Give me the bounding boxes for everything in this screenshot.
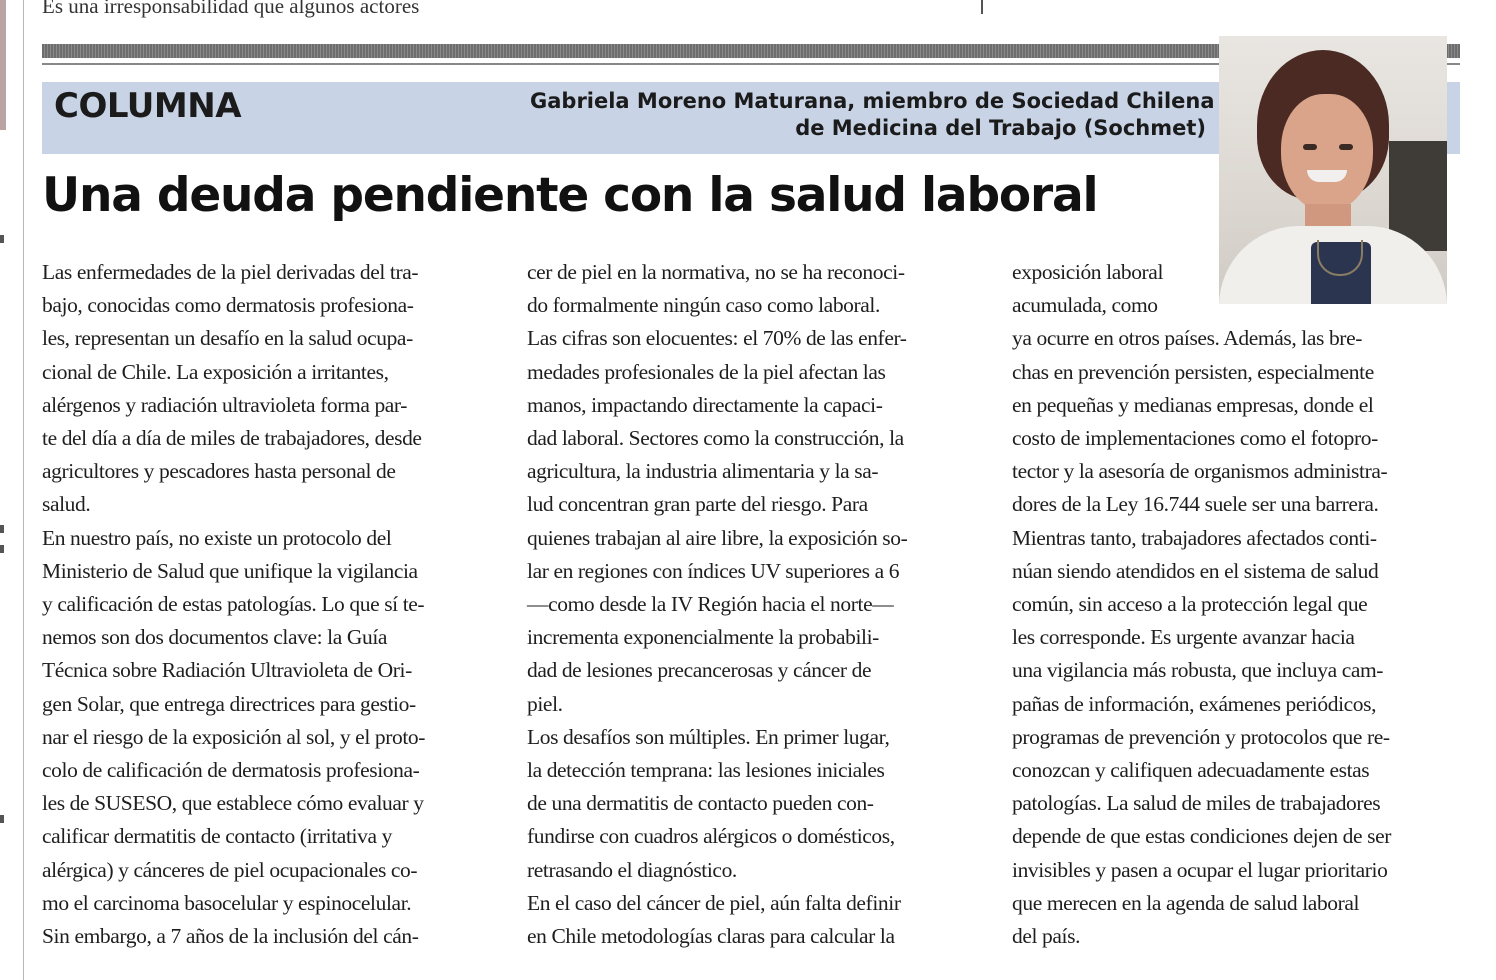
article-text-line: gen Solar, que entrega directrices para gestio- xyxy=(42,691,416,716)
article-text-line: dad de lesiones precancerosas y cáncer de xyxy=(527,658,872,683)
article-text-line: salud. xyxy=(42,492,91,517)
article-text-line: ya ocurre en otros países. Además, las bre- xyxy=(1012,326,1362,351)
article-column-1 xyxy=(42,256,490,953)
article-text-line: dores de la Ley 16.744 suele ser una barrera. xyxy=(1012,492,1379,517)
article-text-line: Ministerio de Salud que unifique la vigilancia xyxy=(42,558,418,583)
article-text-line: En nuestro país, no existe un protocolo del xyxy=(42,525,392,550)
article-text-line: les, representan un desafío en la salud ocupa- xyxy=(42,326,413,351)
article-text-line: alérgenos y radiación ultravioleta forma par- xyxy=(42,392,408,417)
column-divider-rule xyxy=(23,0,24,980)
article-text-line: calificar dermatitis de contacto (irritativa y xyxy=(42,824,392,849)
photo-face xyxy=(1281,94,1373,212)
article-text-line: quienes trabajan al aire libre, la exposición so- xyxy=(527,525,908,550)
article-text-line: lud concentran gran parte del riesgo. Para xyxy=(527,492,868,517)
section-label: COLUMNA xyxy=(54,86,242,126)
article-text-line: agricultores y pescadores hasta personal de xyxy=(42,459,396,484)
article-text-line: exposición laboral xyxy=(1012,260,1164,284)
byline-line-1: Gabriela Moreno Maturana, miembro de Sociedad Chilena xyxy=(530,89,1215,113)
article-text-line: —como desde la IV Región hacia el norte— xyxy=(527,592,894,617)
article-text-line: depende de que estas condiciones dejen de ser xyxy=(1012,824,1391,849)
article-text-line: acumulada, como xyxy=(1012,293,1158,318)
article-text-line: de una dermatitis de contacto pueden con- xyxy=(527,791,874,816)
article-text-line: la detección temprana: las lesiones iniciales xyxy=(527,758,885,783)
article-column-3 xyxy=(1012,256,1460,953)
article-text-line: agricultura, la industria alimentaria y la sa- xyxy=(527,459,879,484)
article-text-line: lar en regiones con índices UV superiores a 6 xyxy=(527,558,900,583)
adjacent-page-edge xyxy=(0,0,6,130)
article-headline: Una deuda pendiente con la salud laboral xyxy=(42,168,1098,223)
byline-line-2: de Medicina del Trabajo (Sochmet) xyxy=(795,116,1206,140)
article-text-line: del país. xyxy=(1012,924,1081,949)
article-text-line: mo el carcinoma basocelular y espinocelular. xyxy=(42,890,412,915)
article-text-line: una vigilancia más robusta, que incluya cam- xyxy=(1012,658,1384,683)
article-text-line: cional de Chile. La exposición a irritantes, xyxy=(42,359,389,384)
article-text-line: colo de calificación de dermatosis profesiona- xyxy=(42,758,420,783)
article-text-line: incrementa exponencialmente la probabili- xyxy=(527,625,879,650)
article-text-line: manos, impactando directamente la capaci- xyxy=(527,392,883,417)
article-column-2 xyxy=(527,256,975,953)
article-text-line: en pequeñas y medianas empresas, donde el xyxy=(1012,392,1374,417)
article-text-line: Los desafíos son múltiples. En primer lugar, xyxy=(527,724,890,749)
article-text-line: programas de prevención y protocolos que re- xyxy=(1012,724,1390,749)
photo-eye-left xyxy=(1303,144,1317,150)
article-text-line: les corresponde. Es urgente avanzar hacia xyxy=(1012,625,1355,650)
author-byline xyxy=(530,88,1215,142)
article-text-line: medades profesionales de la piel afectan las xyxy=(527,359,886,384)
article-text-line: En el caso del cáncer de piel, aún falta definir xyxy=(527,890,901,915)
article-text-line: dad laboral. Sectores como la construcción, la xyxy=(527,426,904,451)
article-text-line: conozcan y califiquen adecuadamente estas xyxy=(1012,758,1370,783)
photo-smile xyxy=(1307,170,1347,182)
article-text-line: Las enfermedades de la piel derivadas del tra- xyxy=(42,260,419,284)
article-text-line: Mientras tanto, trabajadores afectados conti- xyxy=(1012,525,1377,550)
article-text-line: nemos son dos documentos clave: la Guía xyxy=(42,625,388,650)
article-text-line: do formalmente ningún caso como laboral. xyxy=(527,293,880,318)
article-text-line: común, sin acceso a la protección legal que xyxy=(1012,592,1368,617)
article-text-line: tector y la asesoría de organismos administra- xyxy=(1012,459,1388,484)
article-text-line: Sin embargo, a 7 años de la inclusión del cán- xyxy=(42,924,419,949)
article-text-line: núan siendo atendidos en el sistema de salud xyxy=(1012,558,1379,583)
article-text-line: chas en prevención persisten, especialmente xyxy=(1012,359,1374,384)
article-text-line: retrasando el diagnóstico. xyxy=(527,857,737,882)
article-text-line: cer de piel en la normativa, no se ha reconoci- xyxy=(527,260,905,284)
article-text-line: costo de implementaciones como el fotopro- xyxy=(1012,426,1378,451)
article-text-line: patologías. La salud de miles de trabajadores xyxy=(1012,791,1381,816)
article-text-line: te del día a día de miles de trabajadores, desde xyxy=(42,426,422,451)
article-text-line: invisibles y pasen a ocupar el lugar prioritario xyxy=(1012,857,1388,882)
previous-article-divider xyxy=(981,0,983,14)
article-text-line: Las cifras son elocuentes: el 70% de las enfer- xyxy=(527,326,907,351)
article-text-line: alérgica) y cánceres de piel ocupacionales co- xyxy=(42,857,418,882)
previous-article-text: Es una irresponsabilidad que algunos actores xyxy=(42,0,420,18)
article-text-line: bajo, conocidas como dermatosis profesiona- xyxy=(42,293,414,318)
article-text-line: nar el riesgo de la exposición al sol, y el proto- xyxy=(42,724,426,749)
photo-eye-right xyxy=(1339,144,1353,150)
article-text-line: pañas de información, exámenes periódicos, xyxy=(1012,691,1377,716)
article-text-line: les de SUSESO, que establece cómo evaluar y xyxy=(42,791,424,816)
article-text-line: que merecen en la agenda de salud laboral xyxy=(1012,890,1360,915)
article-text-line: y calificación de estas patologías. Lo que sí te- xyxy=(42,592,425,617)
article-text-line: en Chile metodologías claras para calcular la xyxy=(527,924,895,949)
margin-marks xyxy=(0,225,4,825)
article-text-line: piel. xyxy=(527,691,563,716)
article-text-line: fundirse con cuadros alérgicos o domésticos, xyxy=(527,824,895,849)
article-text-line: Técnica sobre Radiación Ultravioleta de Ori- xyxy=(42,658,412,683)
